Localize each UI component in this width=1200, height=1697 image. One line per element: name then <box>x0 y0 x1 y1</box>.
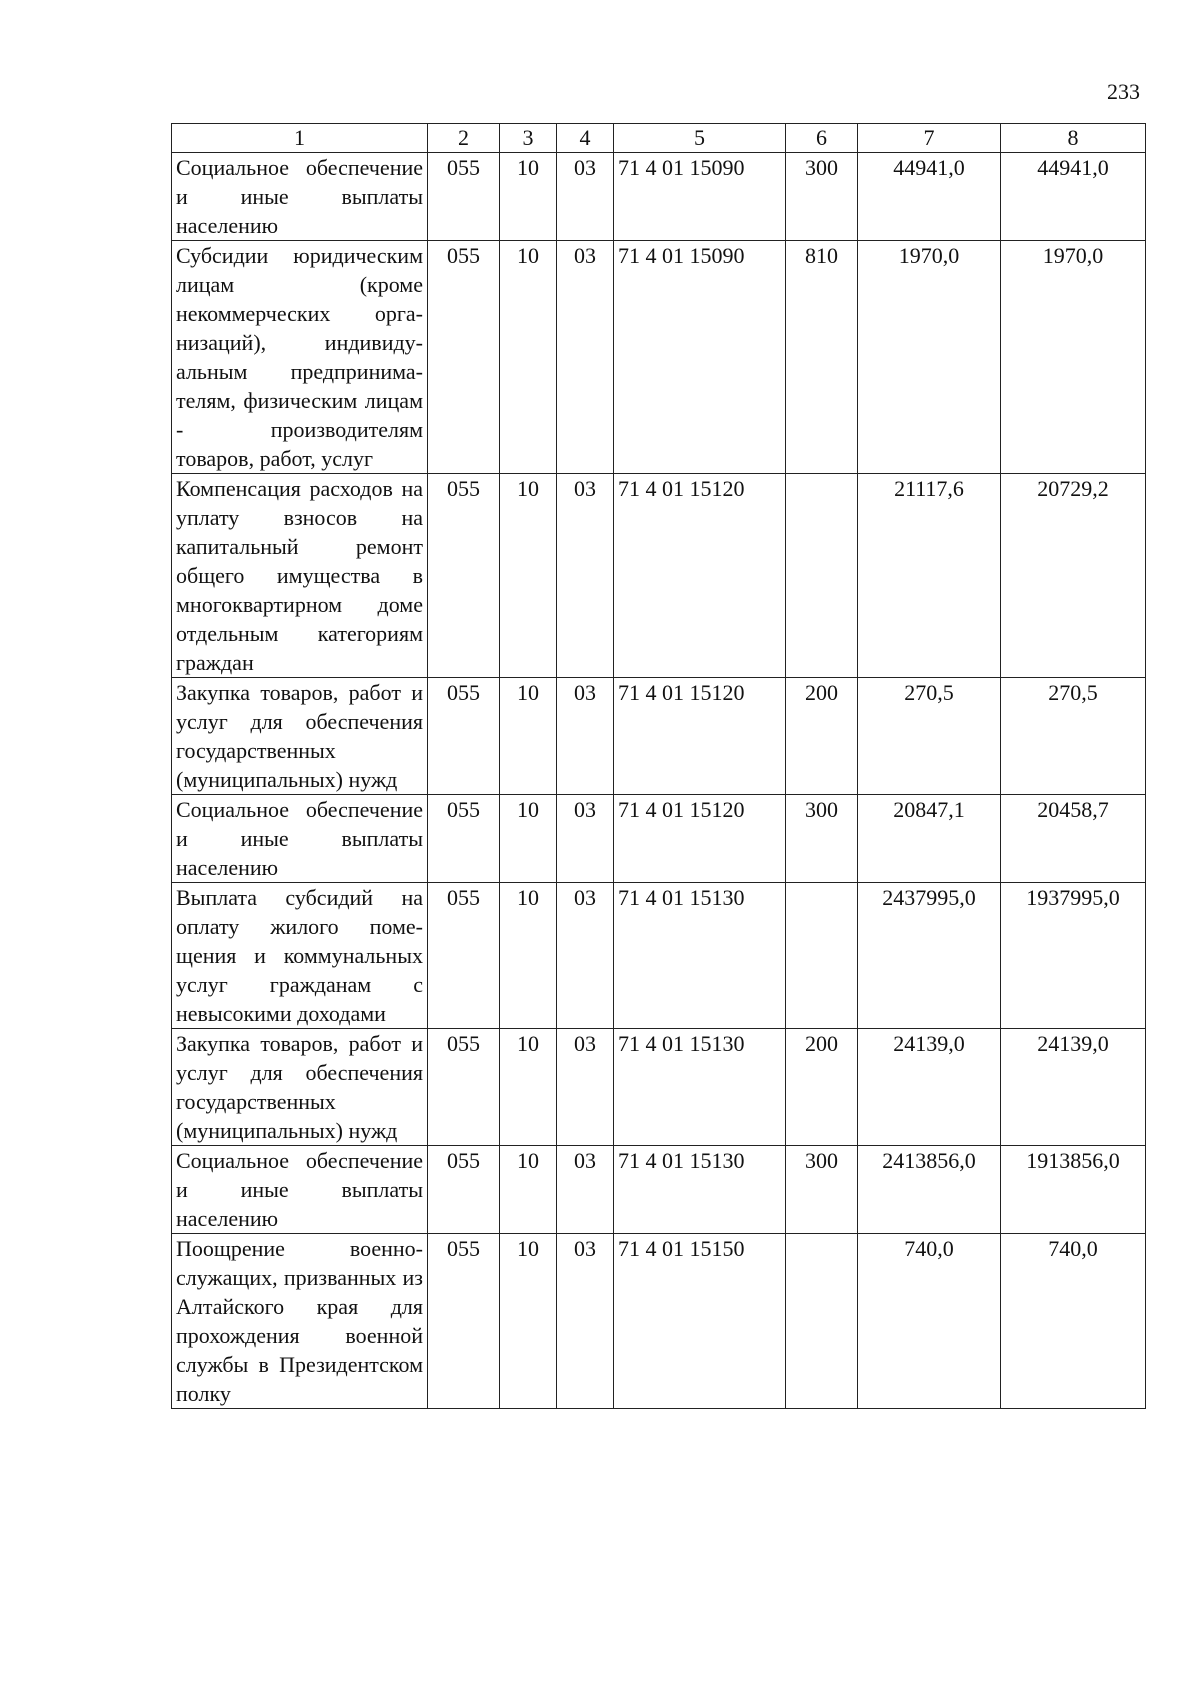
cell-amount-year-1: 21117,6 <box>858 474 1001 678</box>
column-header: 4 <box>557 124 614 153</box>
page-number: 233 <box>1107 79 1140 104</box>
column-header: 7 <box>858 124 1001 153</box>
row-name: Закупка товаров, работ и услуг для обеспечения государственных (муниципальных) нужд <box>172 1029 428 1146</box>
table-row <box>172 678 1146 795</box>
cell-amount-year-1: 2413856,0 <box>858 1146 1001 1234</box>
table-row <box>172 1146 1146 1234</box>
cell-expense-type <box>786 1234 858 1409</box>
column-header: 1 <box>172 124 428 153</box>
cell-ministry-code: 055 <box>428 883 500 1029</box>
cell-ministry-code: 055 <box>428 1234 500 1409</box>
cell-ministry-code: 055 <box>428 153 500 241</box>
cell-amount-year-2: 740,0 <box>1001 1234 1146 1409</box>
cell-section: 10 <box>500 241 557 474</box>
cell-amount-year-1: 20847,1 <box>858 795 1001 883</box>
cell-subsection: 03 <box>557 1146 614 1234</box>
table-row <box>172 795 1146 883</box>
cell-section: 10 <box>500 153 557 241</box>
column-header: 5 <box>614 124 786 153</box>
cell-section: 10 <box>500 883 557 1029</box>
cell-subsection: 03 <box>557 153 614 241</box>
column-header: 6 <box>786 124 858 153</box>
table-row <box>172 1234 1146 1409</box>
column-header: 8 <box>1001 124 1146 153</box>
cell-ministry-code: 055 <box>428 678 500 795</box>
cell-subsection: 03 <box>557 678 614 795</box>
cell-target-article: 71 4 01 15130 <box>614 1146 786 1234</box>
row-name: Социальное обеспечение и иные выплаты населению <box>172 795 428 883</box>
cell-subsection: 03 <box>557 1029 614 1146</box>
cell-amount-year-1: 24139,0 <box>858 1029 1001 1146</box>
cell-subsection: 03 <box>557 1234 614 1409</box>
table-row <box>172 474 1146 678</box>
cell-expense-type: 200 <box>786 678 858 795</box>
cell-ministry-code: 055 <box>428 1029 500 1146</box>
cell-amount-year-2: 270,5 <box>1001 678 1146 795</box>
cell-subsection: 03 <box>557 795 614 883</box>
cell-subsection: 03 <box>557 883 614 1029</box>
cell-amount-year-2: 24139,0 <box>1001 1029 1146 1146</box>
cell-subsection: 03 <box>557 474 614 678</box>
cell-ministry-code: 055 <box>428 795 500 883</box>
cell-target-article: 71 4 01 15090 <box>614 153 786 241</box>
table-row <box>172 1029 1146 1146</box>
cell-amount-year-2: 44941,0 <box>1001 153 1146 241</box>
column-header: 3 <box>500 124 557 153</box>
cell-section: 10 <box>500 474 557 678</box>
cell-ministry-code: 055 <box>428 1146 500 1234</box>
cell-amount-year-2: 20729,2 <box>1001 474 1146 678</box>
cell-section: 10 <box>500 1146 557 1234</box>
row-name: Выплата субсидий на оплату жилого помещения и коммунальных услуг гражданам с невысокими доходами <box>172 883 428 1029</box>
cell-section: 10 <box>500 1234 557 1409</box>
cell-target-article: 71 4 01 15150 <box>614 1234 786 1409</box>
row-name: Компенсация расходов на уплату взносов на капитальный ремонт общего имущества в многоквартирном доме отдельным категориям граждан <box>172 474 428 678</box>
cell-amount-year-1: 2437995,0 <box>858 883 1001 1029</box>
cell-section: 10 <box>500 678 557 795</box>
cell-expense-type <box>786 474 858 678</box>
cell-amount-year-1: 270,5 <box>858 678 1001 795</box>
cell-amount-year-2: 1970,0 <box>1001 241 1146 474</box>
cell-section: 10 <box>500 795 557 883</box>
cell-amount-year-2: 20458,7 <box>1001 795 1146 883</box>
cell-expense-type: 810 <box>786 241 858 474</box>
cell-amount-year-1: 740,0 <box>858 1234 1001 1409</box>
row-name: Социальное обеспечение и иные выплаты населению <box>172 153 428 241</box>
cell-section: 10 <box>500 1029 557 1146</box>
table-row <box>172 883 1146 1029</box>
cell-expense-type: 300 <box>786 795 858 883</box>
table-row <box>172 241 1146 474</box>
cell-expense-type <box>786 883 858 1029</box>
cell-expense-type: 200 <box>786 1029 858 1146</box>
budget-table <box>171 123 1146 1409</box>
cell-amount-year-1: 1970,0 <box>858 241 1001 474</box>
cell-target-article: 71 4 01 15120 <box>614 678 786 795</box>
cell-amount-year-2: 1937995,0 <box>1001 883 1146 1029</box>
row-name: Социальное обеспечение и иные выплаты населению <box>172 1146 428 1234</box>
cell-subsection: 03 <box>557 241 614 474</box>
cell-target-article: 71 4 01 15120 <box>614 795 786 883</box>
row-name: Субсидии юридическим лицам (кроме некоммерческих организаций), индивидуальным предпринимателям, физическим лицам - производителям товаров, работ, услуг <box>172 241 428 474</box>
cell-ministry-code: 055 <box>428 241 500 474</box>
table-row <box>172 153 1146 241</box>
cell-target-article: 71 4 01 15090 <box>614 241 786 474</box>
cell-amount-year-1: 44941,0 <box>858 153 1001 241</box>
row-name: Закупка товаров, работ и услуг для обеспечения государственных (муниципальных) нужд <box>172 678 428 795</box>
cell-target-article: 71 4 01 15120 <box>614 474 786 678</box>
row-name: Поощрение военнослужащих, призванных из Алтайского края для прохождения военной службы в Президентском полку <box>172 1234 428 1409</box>
column-header: 2 <box>428 124 500 153</box>
cell-amount-year-2: 1913856,0 <box>1001 1146 1146 1234</box>
cell-expense-type: 300 <box>786 153 858 241</box>
header-row <box>172 124 1146 153</box>
cell-target-article: 71 4 01 15130 <box>614 883 786 1029</box>
cell-expense-type: 300 <box>786 1146 858 1234</box>
cell-target-article: 71 4 01 15130 <box>614 1029 786 1146</box>
cell-ministry-code: 055 <box>428 474 500 678</box>
